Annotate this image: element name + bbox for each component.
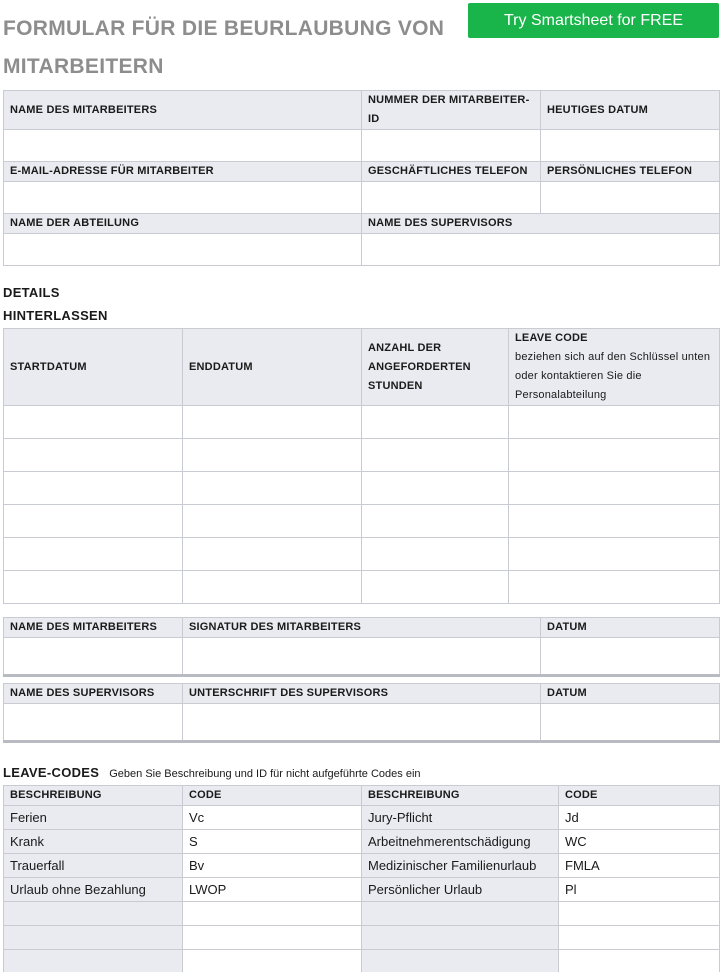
hours-header: ANZAHL DER ANGEFORDERTEN STUNDEN (362, 329, 509, 406)
code-desc-empty[interactable] (4, 950, 183, 972)
supervisor-sig-date-field[interactable] (541, 704, 720, 742)
leave-code-title: LEAVE CODE (515, 332, 588, 344)
code-value-empty[interactable] (559, 902, 720, 926)
leave-code-cell[interactable] (509, 571, 720, 604)
hours-cell[interactable] (362, 538, 509, 571)
end-date-cell[interactable] (183, 406, 362, 439)
hours-cell[interactable] (362, 505, 509, 538)
code-value: WC (559, 830, 720, 854)
personal-phone-field[interactable] (541, 182, 720, 214)
sig-employee-name-label: NAME DES MITARBEITERS (4, 618, 183, 638)
email-field[interactable] (4, 182, 362, 214)
leave-codes-heading (3, 765, 421, 780)
leave-codes-note: Geben Sie Beschreibung und ID für nicht aufgeführte Codes ein (109, 768, 421, 780)
hours-cell[interactable] (362, 472, 509, 505)
leave-code-note: beziehen sich auf den Schlüssel unten oder kontaktieren Sie die Personalabteilung (515, 351, 711, 401)
page-title: FORMULAR FÜR DIE BEURLAUBUNG VON MITARBEITERN (3, 17, 445, 78)
leave-code-cell[interactable] (509, 538, 720, 571)
table-row (4, 806, 720, 830)
leave-code-cell[interactable] (509, 505, 720, 538)
codes-desc-header-2: BESCHREIBUNG (362, 786, 559, 806)
start-date-cell[interactable] (4, 505, 183, 538)
leave-codes-table (3, 785, 720, 972)
code-desc-empty[interactable] (4, 926, 183, 950)
table-row (4, 926, 720, 950)
leave-codes-title: LEAVE-CODES (3, 765, 100, 780)
employee-name-field[interactable] (4, 130, 362, 162)
work-phone-field[interactable] (362, 182, 541, 214)
employee-name-label: NAME DES MITARBEITERS (4, 91, 362, 130)
code-value-empty[interactable] (183, 926, 362, 950)
code-value-empty[interactable] (559, 950, 720, 972)
department-field[interactable] (4, 234, 362, 266)
code-desc: Ferien (4, 806, 183, 830)
employee-signature-label: SIGNATUR DES MITARBEITERS (183, 618, 541, 638)
table-row (4, 830, 720, 854)
today-date-field[interactable] (541, 130, 720, 162)
table-row (4, 878, 720, 902)
code-value: S (183, 830, 362, 854)
supervisor-signature-label: UNTERSCHRIFT DES SUPERVISORS (183, 684, 541, 704)
leave-code-header (509, 329, 720, 406)
start-date-cell[interactable] (4, 571, 183, 604)
today-date-label: HEUTIGES DATUM (541, 91, 720, 130)
department-label: NAME DER ABTEILUNG (4, 214, 362, 234)
hours-cell[interactable] (362, 439, 509, 472)
supervisor-name-field[interactable] (362, 234, 720, 266)
code-value: LWOP (183, 878, 362, 902)
details-heading: DETAILS (3, 285, 60, 300)
hours-cell[interactable] (362, 406, 509, 439)
table-row (4, 950, 720, 972)
email-label: E-MAIL-ADRESSE FÜR MITARBEITER (4, 162, 362, 182)
start-date-cell[interactable] (4, 472, 183, 505)
code-value: Vc (183, 806, 362, 830)
code-desc: Krank (4, 830, 183, 854)
leave-subheading: HINTERLASSEN (3, 308, 108, 323)
code-desc-empty[interactable] (362, 950, 559, 972)
leave-code-cell[interactable] (509, 472, 720, 505)
hours-cell[interactable] (362, 571, 509, 604)
code-value-empty[interactable] (183, 902, 362, 926)
sig-supervisor-name-label: NAME DES SUPERVISORS (4, 684, 183, 704)
code-desc: Persönlicher Urlaub (362, 878, 559, 902)
code-desc-empty[interactable] (362, 902, 559, 926)
start-date-header: STARTDATUM (4, 329, 183, 406)
supervisor-name-label: NAME DES SUPERVISORS (362, 214, 720, 234)
leave-details-table (3, 328, 720, 604)
code-value: Bv (183, 854, 362, 878)
code-value-empty[interactable] (559, 926, 720, 950)
end-date-header: ENDDATUM (183, 329, 362, 406)
leave-code-cell[interactable] (509, 406, 720, 439)
employee-sig-date-label: DATUM (541, 618, 720, 638)
code-desc: Urlaub ohne Bezahlung (4, 878, 183, 902)
end-date-cell[interactable] (183, 505, 362, 538)
employee-id-label: NUMMER DER MITARBEITER-ID (362, 91, 541, 130)
table-row (4, 902, 720, 926)
codes-desc-header-1: BESCHREIBUNG (4, 786, 183, 806)
code-desc: Trauerfall (4, 854, 183, 878)
work-phone-label: GESCHÄFTLICHES TELEFON (362, 162, 541, 182)
code-desc: Jury-Pflicht (362, 806, 559, 830)
code-value: Jd (559, 806, 720, 830)
supervisor-sig-date-label: DATUM (541, 684, 720, 704)
employee-sig-date-field[interactable] (541, 638, 720, 676)
code-desc-empty[interactable] (362, 926, 559, 950)
employee-signature-table (3, 617, 720, 677)
sig-supervisor-name-field[interactable] (4, 704, 183, 742)
end-date-cell[interactable] (183, 571, 362, 604)
code-desc-empty[interactable] (4, 902, 183, 926)
sig-employee-name-field[interactable] (4, 638, 183, 676)
end-date-cell[interactable] (183, 472, 362, 505)
code-value: FMLA (559, 854, 720, 878)
codes-code-header-1: CODE (183, 786, 362, 806)
personal-phone-label: PERSÖNLICHES TELEFON (541, 162, 720, 182)
start-date-cell[interactable] (4, 439, 183, 472)
start-date-cell[interactable] (4, 538, 183, 571)
code-desc: Medizinischer Familienurlaub (362, 854, 559, 878)
code-desc: Arbeitnehmerentschädigung (362, 830, 559, 854)
leave-code-cell[interactable] (509, 439, 720, 472)
employee-id-field[interactable] (362, 130, 541, 162)
employee-signature-field[interactable] (183, 638, 541, 676)
codes-code-header-2: CODE (559, 786, 720, 806)
end-date-cell[interactable] (183, 439, 362, 472)
start-date-cell[interactable] (4, 406, 183, 439)
table-row (4, 854, 720, 878)
end-date-cell[interactable] (183, 538, 362, 571)
code-value-empty[interactable] (183, 950, 362, 972)
code-value: Pl (559, 878, 720, 902)
supervisor-signature-table (3, 683, 720, 743)
employee-info-table (3, 90, 720, 266)
supervisor-signature-field[interactable] (183, 704, 541, 742)
try-smartsheet-button[interactable]: Try Smartsheet for FREE (468, 3, 719, 38)
